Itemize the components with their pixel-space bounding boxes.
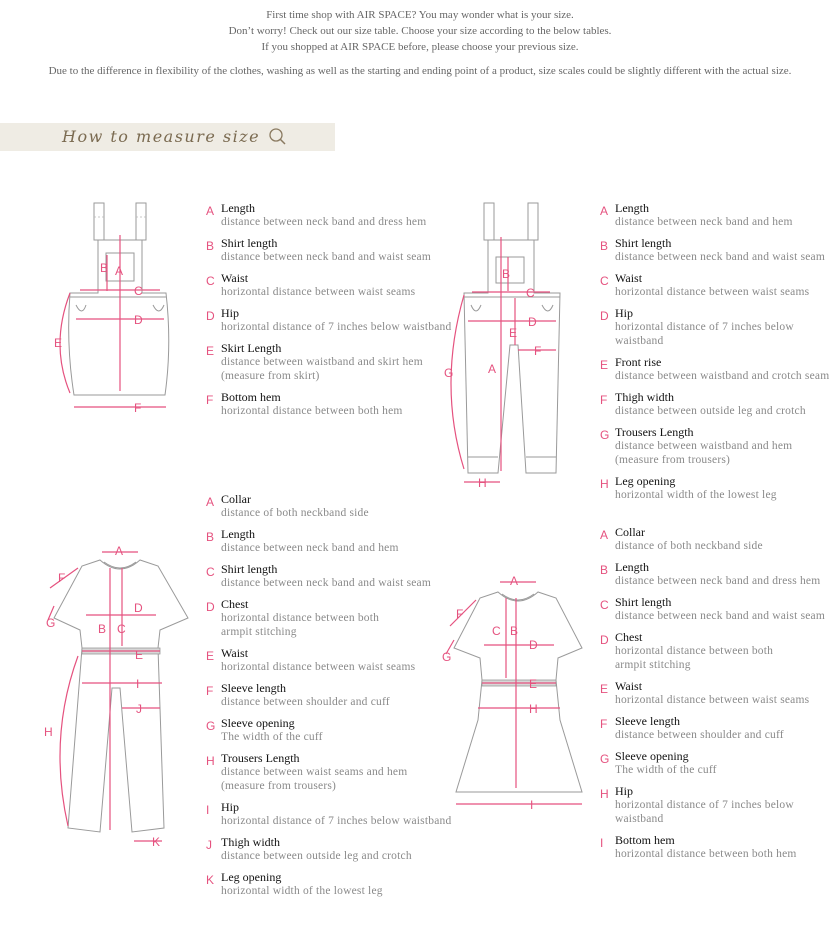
legend-description: horizontal distance of 7 inches below waistband: [221, 321, 452, 333]
legend-name: Waist: [615, 271, 643, 285]
measurement-letter: A: [488, 362, 497, 376]
overall-pants-diagram: [438, 195, 598, 495]
legend-description: distance between neck band and dress hem: [615, 575, 821, 587]
legend-description: distance between waistband and skirt hem: [221, 356, 423, 368]
legend-letter: A: [600, 528, 609, 542]
measurement-letter: F: [534, 344, 542, 358]
overall-pants-legend: [600, 201, 840, 502]
legend-letter: F: [206, 684, 214, 698]
legend-description: distance between neck band and waist seam: [615, 610, 826, 622]
measurement-letter: E: [529, 677, 538, 691]
measurement-letter: F: [58, 571, 66, 585]
measurement-letter: C: [526, 286, 535, 300]
legend-letter: A: [206, 495, 215, 509]
legend-description: horizontal distance between waist seams: [615, 694, 810, 706]
legend-description: (measure from trousers): [221, 780, 337, 792]
legend-description: (measure from trousers): [615, 454, 731, 466]
legend-letter: C: [600, 274, 609, 288]
measurement-letter: C: [492, 624, 501, 638]
legend-description: armpit stitching: [615, 659, 691, 671]
dress-legend: [600, 525, 840, 861]
measurement-letter: D: [529, 638, 538, 652]
section-banner: [0, 123, 335, 151]
banner-title: How to measure size: [62, 127, 261, 146]
legend-name: Length: [221, 201, 255, 215]
legend-letter: D: [206, 309, 215, 323]
legend-name: Bottom hem: [221, 390, 281, 404]
legend-description: armpit stitching: [221, 626, 297, 638]
legend-description: distance between neck band and waist seam: [221, 577, 432, 589]
legend-item: [600, 474, 840, 502]
legend-letter: H: [206, 754, 215, 768]
legend-name: Front rise: [615, 355, 662, 369]
legend-description: horizontal distance of 7 inches below waistband: [615, 321, 794, 347]
legend-letter: F: [600, 393, 608, 407]
legend-item: [600, 714, 840, 742]
legend-name: Hip: [615, 306, 633, 320]
legend-name: Chest: [221, 597, 249, 611]
legend-name: Trousers Length: [615, 425, 694, 439]
legend-letter: K: [206, 873, 215, 887]
legend-name: Hip: [221, 306, 239, 320]
legend-item: [206, 870, 526, 898]
legend-item: [600, 271, 840, 299]
legend-item: [600, 525, 840, 553]
legend-description: distance between neck band and hem: [615, 216, 793, 228]
legend-name: Hip: [615, 784, 633, 798]
legend-letter: D: [206, 600, 215, 614]
legend-name: Sleeve opening: [615, 749, 689, 763]
legend-item: [600, 425, 840, 467]
legend-letter: G: [600, 428, 610, 442]
legend-name: Length: [615, 201, 649, 215]
legend-description: distance of both neckband side: [615, 540, 763, 552]
legend-description: distance of both neckband side: [221, 507, 369, 519]
legend-description: horizontal distance of 7 inches below waistband: [221, 815, 452, 827]
legend-name: Hip: [221, 800, 239, 814]
legend-name: Sleeve length: [615, 714, 680, 728]
measurement-letter: D: [528, 315, 537, 329]
legend-name: Bottom hem: [615, 833, 675, 847]
legend-letter: C: [206, 274, 215, 288]
legend-description: (measure from skirt): [221, 370, 320, 382]
legend-letter: G: [206, 719, 216, 733]
legend-description: distance between neck band and dress hem: [221, 216, 427, 228]
measurement-letter: D: [134, 601, 143, 615]
measurement-letter: B: [100, 261, 109, 275]
intro-text: [0, 7, 840, 55]
legend-letter: I: [206, 803, 210, 817]
measurement-letter: C: [117, 622, 126, 636]
legend-letter: F: [600, 717, 608, 731]
legend-item: [206, 492, 526, 520]
measurement-letter: A: [510, 574, 519, 588]
dress-diagram: [436, 570, 609, 815]
legend-description: distance between waistband and hem: [615, 440, 793, 452]
legend-description: horizontal distance between both: [221, 612, 380, 624]
measurement-letter: I: [136, 677, 140, 691]
measurement-letter: A: [115, 264, 124, 278]
intro-line-2: Don’t worry! Check out our size table. Choose your size according to the below tables.: [228, 25, 612, 37]
legend-item: [600, 630, 840, 672]
legend-name: Sleeve length: [221, 681, 286, 695]
legend-description: horizontal distance between waist seams: [221, 661, 416, 673]
legend-letter: B: [600, 563, 609, 577]
legend-name: Thigh width: [615, 390, 674, 404]
legend-description: The width of the cuff: [615, 764, 717, 776]
measurement-letter: D: [134, 313, 143, 327]
measurement-letter: F: [456, 607, 464, 621]
legend-letter: I: [600, 836, 604, 850]
measurement-letter: G: [442, 650, 452, 664]
legend-name: Skirt Length: [221, 341, 282, 355]
legend-name: Collar: [615, 525, 645, 539]
legend-letter: E: [600, 682, 609, 696]
legend-description: distance between neck band and hem: [221, 542, 399, 554]
measurement-letter: K: [152, 835, 161, 849]
measurement-letter: H: [529, 702, 538, 716]
legend-name: Collar: [221, 492, 251, 506]
legend-name: Shirt length: [615, 236, 672, 250]
legend-description: horizontal distance between both hem: [615, 848, 797, 860]
legend-description: distance between waist seams and hem: [221, 766, 408, 778]
measurement-letter: E: [54, 336, 63, 350]
measurement-letter: I: [530, 798, 534, 812]
legend-letter: J: [206, 838, 212, 852]
legend-item: [600, 595, 840, 623]
legend-name: Shirt length: [615, 595, 672, 609]
legend-description: horizontal distance between waist seams: [615, 286, 810, 298]
overall-dress-diagram: [40, 195, 200, 420]
magnifier-icon: [268, 127, 288, 147]
measurement-letter: G: [46, 616, 56, 630]
legend-item: [600, 355, 840, 383]
legend-name: Trousers Length: [221, 751, 300, 765]
legend-name: Waist: [221, 646, 249, 660]
measurement-letter: E: [135, 648, 144, 662]
legend-description: distance between waistband and crotch seam: [615, 370, 830, 382]
legend-letter: H: [600, 477, 609, 491]
legend-item: [600, 784, 840, 826]
legend-name: Leg opening: [221, 870, 282, 884]
measurement-letter: H: [478, 476, 487, 490]
measurement-letter: G: [444, 366, 454, 380]
legend-letter: B: [206, 239, 215, 253]
legend-description: distance between neck band and waist seam: [615, 251, 826, 263]
measurement-letter: A: [115, 544, 124, 558]
legend-item: [600, 560, 840, 588]
legend-description: horizontal distance between both hem: [221, 405, 403, 417]
legend-item: [600, 833, 840, 861]
legend-item: [600, 306, 840, 348]
legend-name: Thigh width: [221, 835, 280, 849]
legend-description: distance between shoulder and cuff: [615, 729, 784, 741]
legend-letter: B: [600, 239, 609, 253]
measurement-letter: F: [134, 401, 142, 415]
legend-item: [600, 236, 840, 264]
measurement-letter: B: [502, 267, 511, 281]
legend-letter: D: [600, 309, 609, 323]
legend-letter: D: [600, 633, 609, 647]
legend-name: Shirt length: [221, 236, 278, 250]
legend-description: horizontal distance of 7 inches below waistband: [615, 799, 794, 825]
legend-name: Shirt length: [221, 562, 278, 576]
dress-labels: [442, 574, 538, 812]
legend-item: [600, 390, 840, 418]
legend-description: distance between shoulder and cuff: [221, 696, 390, 708]
intro-note: Due to the difference in flexibility of the clothes, washing as well as the starting and ending point of a product, size scales could be slightly different with the actual size.: [48, 65, 792, 77]
legend-letter: C: [600, 598, 609, 612]
legend-letter: B: [206, 530, 215, 544]
legend-letter: A: [206, 204, 215, 218]
legend-description: horizontal distance between both: [615, 645, 774, 657]
legend-name: Waist: [221, 271, 249, 285]
legend-description: distance between neck band and waist seam: [221, 251, 432, 263]
legend-name: Sleeve opening: [221, 716, 295, 730]
legend-letter: A: [600, 204, 609, 218]
measurement-letter: B: [98, 622, 107, 636]
legend-letter: E: [206, 344, 215, 358]
legend-letter: E: [600, 358, 609, 372]
intro-line-1: First time shop with AIR SPACE? You may wonder what is your size.: [266, 9, 574, 21]
measurement-letter: H: [44, 725, 53, 739]
legend-name: Length: [615, 560, 649, 574]
legend-name: Leg opening: [615, 474, 676, 488]
legend-letter: H: [600, 787, 609, 801]
legend-description: distance between outside leg and crotch: [221, 850, 412, 862]
measurement-letter: J: [136, 702, 142, 716]
legend-letter: G: [600, 752, 610, 766]
measurement-letter: C: [134, 284, 143, 298]
legend-item: [206, 835, 526, 863]
legend-name: Length: [221, 527, 255, 541]
legend-item: [600, 201, 840, 229]
measurement-letter: B: [510, 624, 519, 638]
legend-letter: C: [206, 565, 215, 579]
legend-item: [206, 527, 526, 555]
legend-letter: F: [206, 393, 214, 407]
legend-item: [600, 679, 840, 707]
legend-description: The width of the cuff: [221, 731, 323, 743]
legend-description: horizontal width of the lowest leg: [221, 885, 383, 897]
measurement-letter: E: [509, 326, 518, 340]
intro-line-3: If you shopped at AIR SPACE before, please choose your previous size.: [261, 41, 579, 53]
legend-description: distance between outside leg and crotch: [615, 405, 806, 417]
legend-name: Waist: [615, 679, 643, 693]
legend-letter: E: [206, 649, 215, 663]
legend-item: [600, 749, 840, 777]
legend-description: horizontal width of the lowest leg: [615, 489, 777, 501]
legend-name: Chest: [615, 630, 643, 644]
legend-description: horizontal distance between waist seams: [221, 286, 416, 298]
jumpsuit-diagram: [38, 538, 208, 853]
